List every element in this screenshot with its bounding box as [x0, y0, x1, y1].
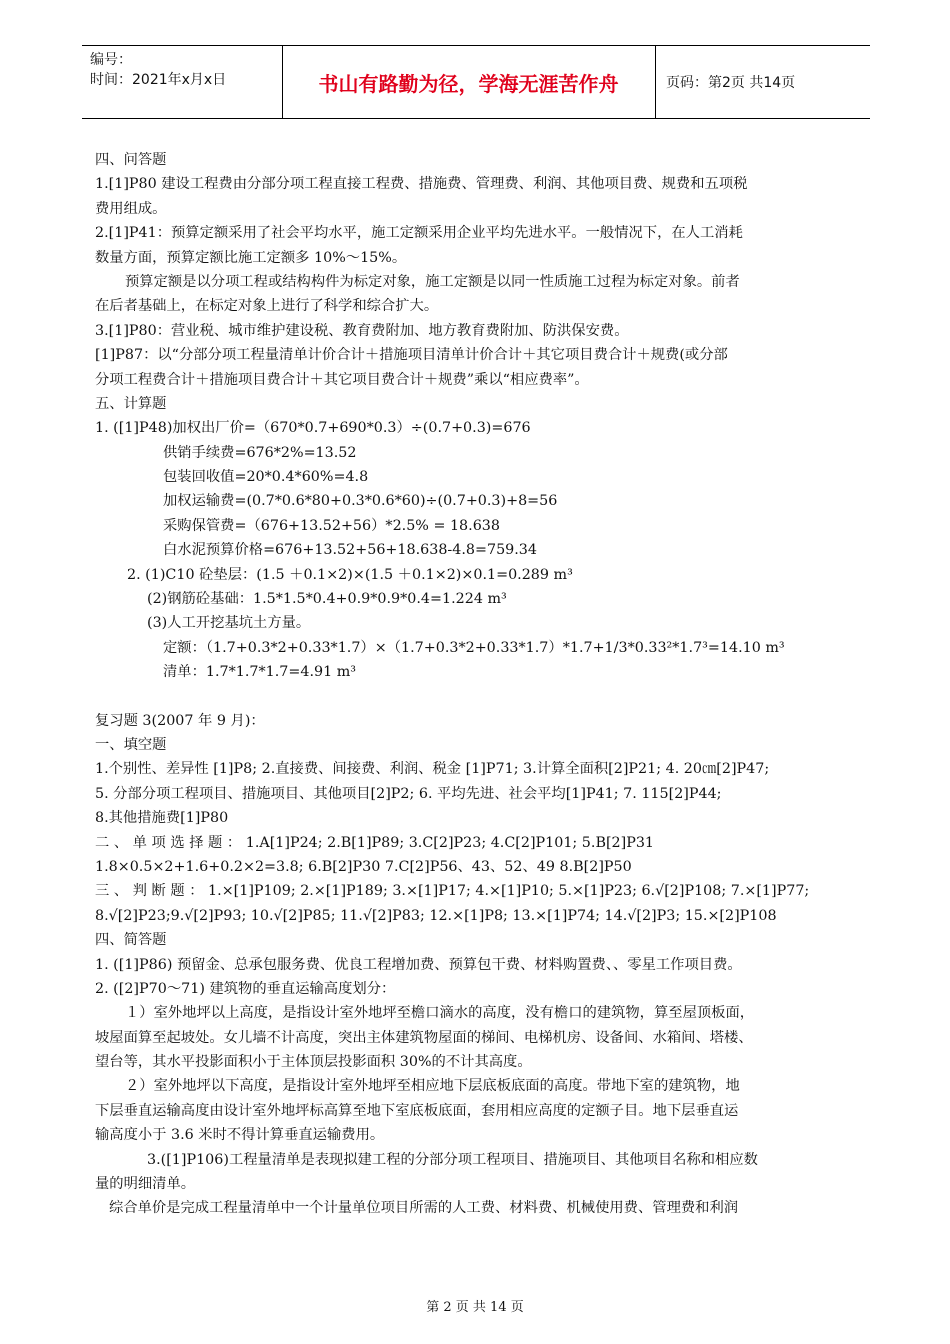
- text-line: 3.([1]P106)工程量清单是表现拟建工程的分部分项工程项目、措施项目、其他项目名称和相应数: [147, 1151, 758, 1168]
- text-line: ２）室外地坪以下高度，是指设计室外地坪至相应地下层底板底面的高度。带地下室的建筑物，地: [125, 1078, 740, 1095]
- text-line: 采购保管费=（676+13.52+56）*2.5% = 18.638: [163, 517, 500, 534]
- text-line: [1]P87：以“分部分项工程量清单计价合计＋措施项目清单计价合计＋其它项目费合计＋规费(或分部: [95, 347, 728, 364]
- text-line: 5. 分部分项工程项目、措施项目、其他项目[2]P2; 6. 平均先进、社会平均[1]P41; 7. 115[2]P44;: [95, 785, 722, 802]
- text-line: １）室外地坪以上高度，是指设计室外地坪至檐口滴水的高度，没有檐口的建筑物，算至屋顶板面，: [125, 1005, 755, 1022]
- text-line: 输高度小于 3.6 米时不得计算垂直运输费用。: [95, 1127, 385, 1144]
- text-line: 分项工程费合计＋措施项目费合计＋其它项目费合计＋规费”乘以“相应费率”。: [95, 371, 589, 388]
- blank-line: [95, 685, 857, 709]
- text-line: 白水泥预算价格=676+13.52+56+18.638-4.8=759.34: [163, 542, 538, 559]
- text-line: 综合单价是完成工程量清单中一个计量单位项目所需的人工费、材料费、机械使用费、管理费和利润: [109, 1200, 739, 1217]
- text-line: 三 、 判 断 题 ： 1.×[1]P109; 2.×[1]P189; 3.×[1]P17; 4.×[1]P10; 5.×[1]P23; 6.√[2]P108; 7.×[1]P77;: [95, 883, 810, 900]
- text-line: 1.个别性、差异性 [1]P8; 2.直接费、间接费、利润、税金 [1]P71; 3.计算全面积[2]P21; 4. 20㎝[2]P47;: [95, 761, 770, 778]
- header-divider: [655, 46, 656, 118]
- text-line: 2. ([2]P70～71) 建筑物的垂直运输高度划分：: [95, 980, 396, 997]
- text-line: 二 、 单 项 选 择 题 ： 1.A[1]P24; 2.B[1]P89; 3.C[2]P23; 4.C[2]P101; 5.B[2]P31: [95, 834, 655, 851]
- section-heading: 五、计算题: [95, 395, 167, 412]
- text-line: 费用组成。: [95, 200, 167, 217]
- text-line: 2.[1]P41：预算定额采用了社会平均水平，施工定额采用企业平均先进水平。一般情况下，在人工消耗: [95, 225, 743, 242]
- text-line: 1.[1]P80 建设工程费由分部分项工程直接工程费、措施费、管理费、利润、其他项目费、规费和五项税: [95, 176, 748, 193]
- text-line: 1. ([1]P48)加权出厂价=（670*0.7+690*0.3）÷(0.7+0.3)=676: [95, 420, 531, 437]
- text-line: 在后者基础上，在标定对象上进行了科学和综合扩大。: [95, 298, 439, 315]
- text-line: 加权运输费=(0.7*0.6*80+0.3*0.6*60)÷(0.7+0.3)+8=56: [163, 493, 558, 510]
- text-line: 望台等，其水平投影面积小于主体顶层投影面积 30%的不计其高度。: [95, 1054, 532, 1071]
- page-footer: 第 2 页 共 14 页: [426, 1300, 524, 1315]
- text-line: 定额：（1.7+0.3*2+0.33*1.7）×（1.7+0.3*2+0.33*1.7）*1.7+1/3*0.33²*1.7³=14.10 m³: [163, 639, 785, 656]
- section-heading: 四、简答题: [95, 932, 167, 949]
- section-heading: 四、问答题: [95, 152, 167, 168]
- text-line: 3.[1]P80：营业税、城市维护建设税、教育费附加、地方教育费附加、防洪保安费。: [95, 322, 629, 339]
- section-heading: 一、填空题: [95, 736, 167, 753]
- header-motto: 书山有路勤为径，学海无涯苦作舟: [318, 71, 619, 96]
- text-line: 坡屋面算至起坡处。女儿墙不计高度，突出主体建筑物屋面的梯间、电梯机房、设备间、水箱间、塔楼、: [95, 1029, 753, 1046]
- text-line: 8.其他措施费[1]P80: [95, 810, 229, 827]
- header-serial: 编号：: [90, 52, 132, 68]
- section-heading: 复习题 3(2007 年 9 月)：: [95, 712, 265, 729]
- text-line: 数量方面，预算定额比施工定额多 10%～15%。: [95, 249, 407, 266]
- text-line: 8.√[2]P23;9.√[2]P93; 10.√[2]P85; 11.√[2]P83; 12.×[1]P8; 13.×[1]P74; 14.√[2]P3; 15.×[2]P108: [95, 907, 777, 924]
- header-page-label: 页码：第2页 共14页: [666, 75, 796, 91]
- text-line: 清单：1.7*1.7*1.7=4.91 m³: [163, 664, 357, 681]
- text-line: 1. ([1]P86) 预留金、总承包服务费、优良工程增加费、预算包干费、材料购置费、、零星工作项目费。: [95, 956, 742, 973]
- text-line: 1.8×0.5×2+1.6+0.2×2=3.8; 6.B[2]P30 7.C[2]P56、43、52、49 8.B[2]P50: [95, 858, 632, 875]
- text-line: 2. (1)C10 砼垫层：(1.5 ＋0.1×2)×(1.5 ＋0.1×2)×0.1=0.289 m³: [127, 566, 573, 583]
- text-line: 量的明细清单。: [95, 1176, 196, 1193]
- text-line: (3)人工开挖基坑土方量。: [147, 615, 311, 632]
- page-header: [82, 45, 870, 119]
- header-date: 时间：2021年x月x日: [90, 72, 227, 88]
- text-line: 包装回收值=20*0.4*60%=4.8: [163, 469, 369, 486]
- text-line: 供销手续费=676*2%=13.52: [163, 444, 357, 461]
- header-meta: [90, 50, 226, 90]
- document-body: [95, 148, 857, 1221]
- text-line: 下层垂直运输高度由设计室外地坪标高算至地下室底板底面，套用相应高度的定额子目。地下层垂直运: [95, 1102, 739, 1119]
- text-line: (2)钢筋砼基础：1.5*1.5*0.4+0.9*0.9*0.4=1.224 m³: [147, 591, 507, 608]
- text-line: 预算定额是以分项工程或结构构件为标定对象，施工定额是以同一性质施工过程为标定对象。前者: [125, 273, 740, 290]
